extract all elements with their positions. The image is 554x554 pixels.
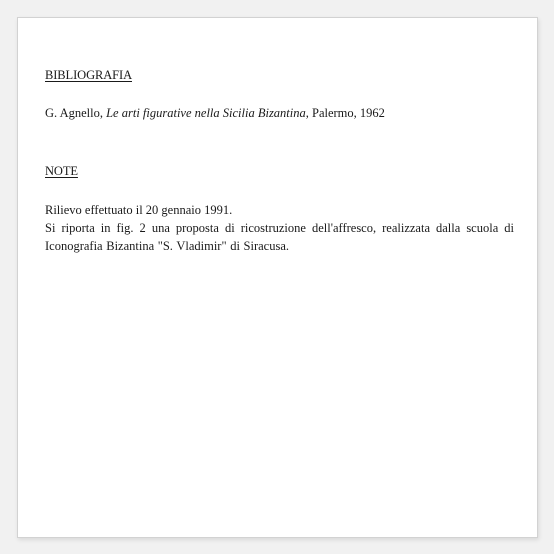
bibliography-heading: BIBLIOGRAFIA [45, 68, 132, 82]
document-page [17, 17, 538, 538]
bibliography-entry [45, 106, 385, 121]
bibliography-author: G. Agnello, [45, 106, 107, 120]
notes-heading: NOTE [45, 164, 78, 178]
note-reconstruction: Si riporta in fig. 2 una proposta di ricostruzione dell'affresco, realizzata dalla scuola di Iconografia Bizantina "S. Vladimir" di Siracusa. [45, 221, 514, 253]
bibliography-title: Le arti figurative nella Sicilia Bizantina [106, 106, 306, 120]
note-survey-date: Rilievo effettuato il 20 gennaio 1991. [45, 203, 233, 217]
bibliography-publication: , Palermo, 1962 [305, 106, 385, 120]
notes-body [45, 201, 514, 255]
